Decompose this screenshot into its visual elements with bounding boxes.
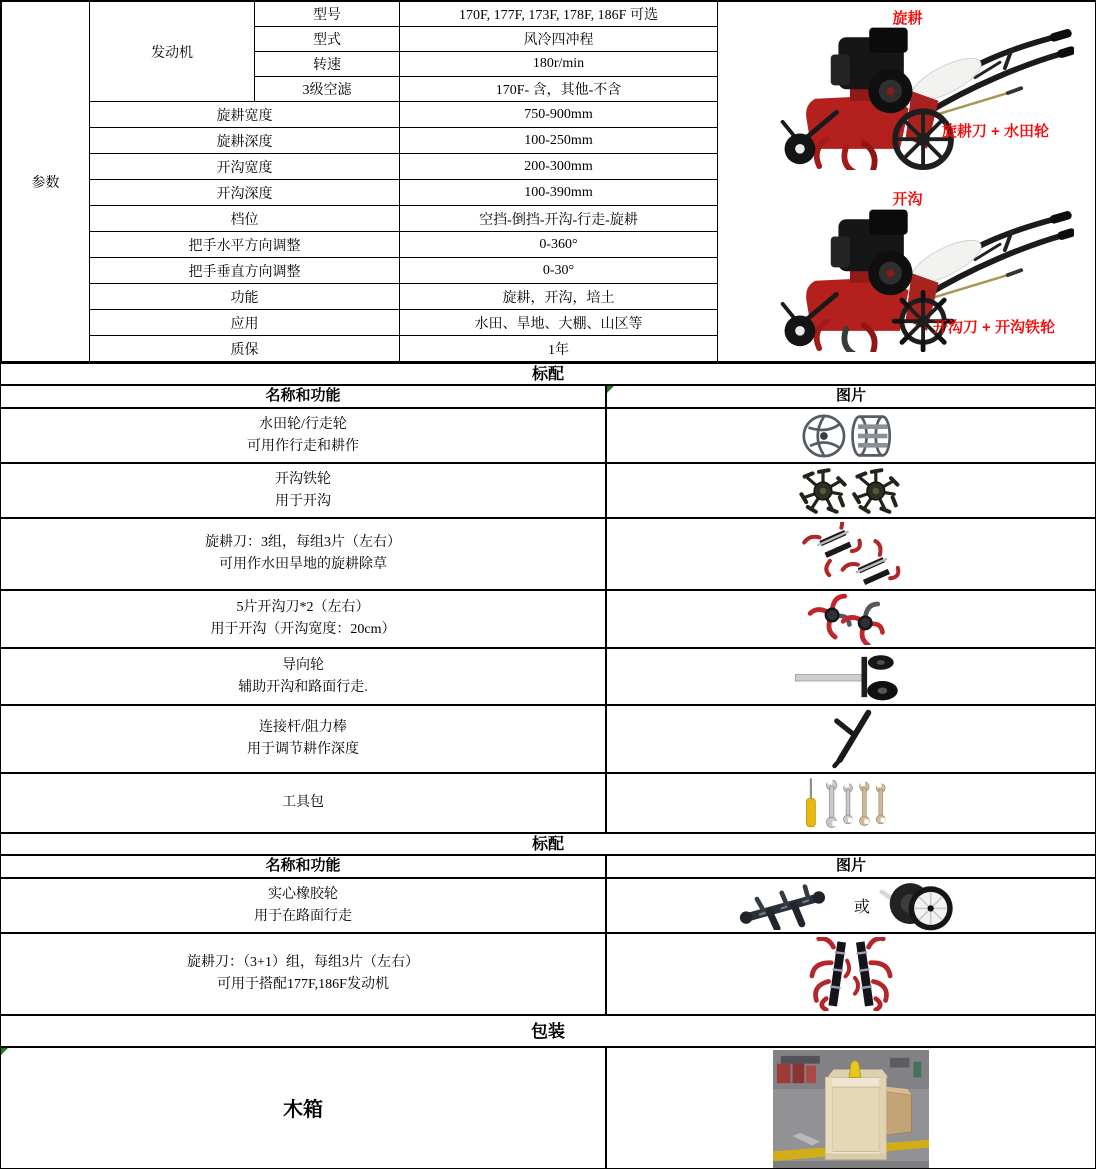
item-name: 导向轮 (282, 657, 324, 673)
section1-column-headers (1, 384, 1095, 407)
item-row-ditch-blades (1, 589, 1095, 647)
item-row-paddy-wheels (1, 407, 1095, 462)
param-name: 开沟深度 (90, 180, 400, 206)
solid-rubber-wheels-icon (878, 880, 966, 932)
param-name: 旋耕深度 (90, 128, 400, 154)
packaging-row (1, 1046, 1095, 1169)
item-name: 旋耕刀：3组，每组3片（左右） (205, 535, 401, 550)
gallery-top-caption: 旋耕刀 + 水田轮 (941, 123, 1049, 140)
item-row-rotary-blades-3plus1 (1, 932, 1095, 1014)
section2-title: 标配 (1, 832, 1095, 854)
engine-spec-name: 型式 (255, 27, 400, 52)
engine-spec-value: 风冷四冲程 (400, 27, 718, 52)
item-name: 旋耕刀：（3+1）组，每组3片（左右） (187, 955, 419, 970)
image-header: 图片 (607, 386, 1095, 407)
param-value: 1年 (400, 336, 718, 362)
or-text: 或 (853, 899, 870, 916)
gallery-bottom-label: 开沟 (892, 191, 923, 208)
spec-row-header: 参数 (2, 2, 90, 362)
param-name: 档位 (90, 206, 400, 232)
comment-marker (607, 386, 614, 393)
param-name: 旋耕宽度 (90, 102, 400, 128)
rotary-blades-icon (799, 522, 903, 586)
param-value: 0-360° (400, 232, 718, 258)
item-function: 用于调节耕作深度 (247, 742, 359, 757)
packaging-title: 包装 (1, 1014, 1095, 1046)
item-row-drag-bar (1, 704, 1095, 772)
engine-group-label: 发动机 (90, 2, 255, 102)
param-value: 旋耕，开沟，培土 (400, 284, 718, 310)
item-function: 可用于搭配177F,186F发动机 (217, 977, 389, 992)
axle-assembly-icon (736, 882, 846, 930)
param-value: 0-30° (400, 258, 718, 284)
engine-spec-value: 170F, 177F, 173F, 178F, 186F 可选 (400, 2, 718, 27)
item-row-rotary-blades (1, 517, 1095, 589)
item-row-rubber-wheels (1, 877, 1095, 932)
item-name: 连接杆/阻力棒 (259, 720, 347, 735)
item-row-guide-wheel (1, 647, 1095, 704)
name-function-header: 名称和功能 (1, 856, 607, 877)
name-function-header: 名称和功能 (1, 386, 607, 407)
gallery-top-label: 旋耕 (892, 10, 923, 27)
param-name: 功能 (90, 284, 400, 310)
rotary-blades-3plus1-icon (791, 937, 911, 1011)
engine-spec-name: 型号 (255, 2, 400, 27)
section1-title: 标配 (1, 362, 1095, 384)
param-name: 把手水平方向调整 (90, 232, 400, 258)
iron-wheels-icon (795, 467, 907, 515)
param-name: 开沟宽度 (90, 154, 400, 180)
param-value: 200-300mm (400, 154, 718, 180)
item-function: 用于开沟 (275, 493, 331, 509)
param-value: 750-900mm (400, 102, 718, 128)
param-value: 100-250mm (400, 128, 718, 154)
guide-wheel-icon (789, 652, 913, 702)
item-name: 实心橡胶轮 (268, 886, 338, 902)
param-name: 把手垂直方向调整 (90, 258, 400, 284)
item-name: 5片开沟刀*2（左右） (236, 600, 370, 615)
item-function: 用于在路面行走 (254, 908, 352, 924)
item-name: 工具包 (282, 795, 324, 810)
param-name: 质保 (90, 336, 400, 362)
param-name: 应用 (90, 310, 400, 336)
wooden-crate-photo (773, 1050, 929, 1169)
item-function: 用于开沟（开沟宽度：20cm） (210, 622, 396, 637)
param-value: 100-390mm (400, 180, 718, 206)
ditch-blades-icon (803, 593, 899, 645)
drag-bar-icon (817, 709, 885, 769)
engine-spec-value: 170F- 含，其他-不含 (400, 77, 718, 102)
spec-table (1, 1, 1096, 362)
tiller-rotary-image (726, 18, 1074, 170)
item-function: 可用作水田旱地的旋耕除草 (219, 557, 387, 572)
item-function: 辅助开沟和路面行走. (238, 679, 368, 695)
engine-spec-value: 180r/min (400, 52, 718, 77)
engine-spec-name: 3级空滤 (255, 77, 400, 102)
param-value: 空挡-倒挡-开沟-行走-旋耕 (400, 206, 718, 232)
paddy-wheels-icon (799, 412, 903, 460)
engine-spec-name: 转速 (255, 52, 400, 77)
toolkit-icon (799, 776, 903, 830)
item-name: 水田轮/行走轮 (259, 416, 347, 432)
item-name: 开沟铁轮 (275, 471, 331, 487)
item-row-iron-wheels (1, 462, 1095, 517)
packaging-name: 木箱 (283, 1098, 323, 1121)
item-row-toolkit (1, 772, 1095, 832)
product-gallery-cell (718, 2, 1096, 362)
item-function: 可用作行走和耕作 (247, 438, 359, 454)
image-header: 图片 (835, 857, 866, 874)
gallery-bottom-caption: 开沟刀 + 开沟铁轮 (932, 319, 1055, 336)
comment-marker (1, 1048, 8, 1055)
param-value: 水田、旱地、大棚、山区等 (400, 310, 718, 336)
section2-column-headers (1, 854, 1095, 877)
